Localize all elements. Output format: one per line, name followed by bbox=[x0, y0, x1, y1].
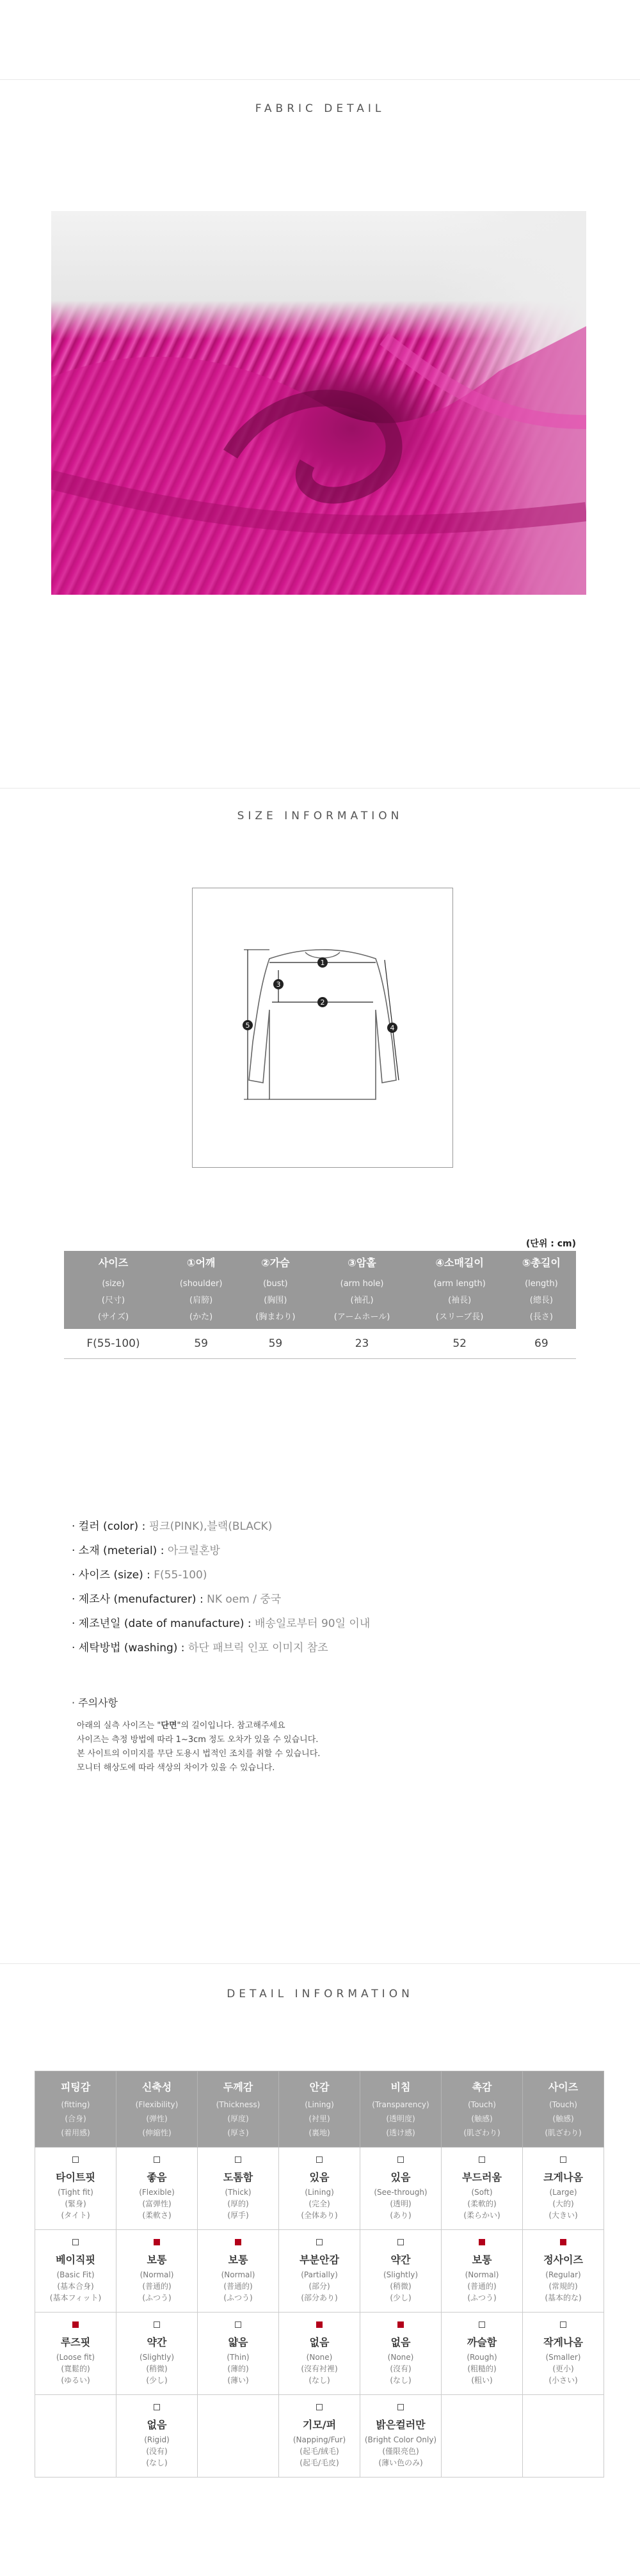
size-diagram bbox=[192, 888, 453, 1168]
checkbox-icon bbox=[397, 2156, 404, 2163]
detail-header: 사이즈 (Touch) (触感) (肌ざわり) bbox=[523, 2071, 604, 2148]
detail-cell: 있음 (Lining) (完全) (全体あり) bbox=[279, 2148, 360, 2230]
detail-header: 비침 (Transparency) (透明度) (透け感) bbox=[360, 2071, 442, 2148]
detail-cell bbox=[442, 2395, 523, 2478]
notice-line-2: 사이즈는 측정 방법에 따라 1~3cm 정도 오차가 있을 수 있습니다. bbox=[77, 1735, 319, 1745]
checkbox-icon bbox=[316, 2239, 323, 2245]
checkbox-icon bbox=[316, 2321, 323, 2328]
checkbox-icon bbox=[397, 2404, 404, 2410]
measure-cell: F(55-100) bbox=[64, 1329, 163, 1359]
checkbox-icon bbox=[316, 2156, 323, 2163]
detail-cell: 약간 (Slightly) (稍微) (少し) bbox=[360, 2230, 442, 2313]
detail-cell: 도톰함 (Thick) (厚的) (厚手) bbox=[198, 2148, 279, 2230]
checkbox-icon bbox=[397, 2321, 404, 2328]
detail-header: 안감 (Lining) (衬里) (裏地) bbox=[279, 2071, 360, 2148]
notice-line-3: 본 사이트의 이미지를 무단 도용시 법적인 조치를 취할 수 있습니다. bbox=[77, 1749, 321, 1759]
detail-cell: 좋음 (Flexible) (富弹性) (柔軟さ) bbox=[116, 2148, 198, 2230]
checkbox-icon bbox=[154, 2404, 160, 2410]
detail-cell: 없음 (Rigid) (没有) (なし) bbox=[116, 2395, 198, 2478]
svg-text:3: 3 bbox=[276, 980, 281, 989]
svg-text:5: 5 bbox=[245, 1021, 250, 1030]
top-divider bbox=[0, 79, 640, 80]
divider-size bbox=[0, 788, 640, 789]
measure-header: ③암홀 (arm hole) (袖孔) (アームホール) bbox=[312, 1251, 413, 1329]
svg-text:1: 1 bbox=[320, 959, 325, 967]
detail-cell: 부분안감 (Partially) (部分) (部分あり) bbox=[279, 2230, 360, 2313]
detail-header: 촉감 (Touch) (触感) (肌ざわり) bbox=[442, 2071, 523, 2148]
fabric-detail-title: FABRIC DETAIL bbox=[255, 102, 385, 115]
measure-cell: 59 bbox=[239, 1329, 311, 1359]
detail-header: 피팅감 (fitting) (合身) (着用感) bbox=[35, 2071, 116, 2148]
divider-detail bbox=[0, 1963, 640, 1964]
detail-cell: 없음 (None) (沒有) (なし) bbox=[360, 2313, 442, 2395]
spec-value: 아크릴혼방 bbox=[167, 1544, 220, 1557]
measure-cell: 69 bbox=[507, 1329, 576, 1359]
marker-3 bbox=[273, 979, 284, 989]
fabric-photo bbox=[51, 211, 586, 595]
spec-item bbox=[72, 1614, 370, 1630]
checkbox-icon bbox=[560, 2239, 566, 2245]
detail-cell: 보통 (Normal) (普通的) (ふつう) bbox=[116, 2230, 198, 2313]
detail-cell: 작게나옴 (Smaller) (更小) (小さい) bbox=[523, 2313, 604, 2395]
checkbox-icon bbox=[479, 2239, 485, 2245]
detail-header: 신축성 (Flexibility) (弹性) (伸縮性) bbox=[116, 2071, 198, 2148]
detail-cell: 보통 (Normal) (普通的) (ふつう) bbox=[198, 2230, 279, 2313]
spec-label: · 컬러 (color) : bbox=[72, 1520, 149, 1533]
checkbox-icon bbox=[479, 2321, 485, 2328]
size-information-title: SIZE INFORMATION bbox=[237, 810, 403, 822]
detail-cell: 있음 (See-through) (透明) (あり) bbox=[360, 2148, 442, 2230]
detail-cell: 밝은컬러만 (Bright Color Only) (僅限亮色) (薄い色のみ) bbox=[360, 2395, 442, 2478]
marker-4 bbox=[387, 1023, 397, 1033]
detail-cell: 크게나옴 (Large) (大的) (大きい) bbox=[523, 2148, 604, 2230]
detail-cell: 얇음 (Thin) (薄的) (薄い) bbox=[198, 2313, 279, 2395]
spec-label: · 세탁방법 (washing) : bbox=[72, 1642, 188, 1654]
measure-cell: 59 bbox=[163, 1329, 239, 1359]
detail-cell: 보통 (Normal) (普通的) (ふつう) bbox=[442, 2230, 523, 2313]
unit-label: (단위 : cm) bbox=[525, 1239, 576, 1249]
notice-line-4: 모니터 해상도에 따라 색상의 차이가 있을 수 있습니다. bbox=[77, 1763, 275, 1773]
marker-5 bbox=[243, 1020, 253, 1030]
checkbox-icon bbox=[235, 2156, 241, 2163]
detail-cell bbox=[523, 2395, 604, 2478]
spec-label: · 제조년일 (date of manufacture) : bbox=[72, 1617, 255, 1630]
detail-cell: 정사이즈 (Regular) (常規的) (基本的な) bbox=[523, 2230, 604, 2313]
detail-cell bbox=[35, 2395, 116, 2478]
checkbox-icon bbox=[235, 2239, 241, 2245]
notice-line-1: 아래의 실측 사이즈는 "단면"의 길이입니다. 참고해주세요 bbox=[77, 1721, 285, 1731]
spec-label: · 소재 (meterial) : bbox=[72, 1544, 168, 1557]
spec-value: 핑크(PINK),블랙(BLACK) bbox=[148, 1520, 273, 1533]
detail-header: 두께감 (Thickness) (厚度) (厚さ) bbox=[198, 2071, 279, 2148]
notice bbox=[72, 1696, 461, 1775]
detail-cell: 기모/퍼 (Napping/Fur) (起毛/絨毛) (起毛/毛皮) bbox=[279, 2395, 360, 2478]
measure-header: ①어깨 (shoulder) (肩膀) (かた) bbox=[163, 1251, 239, 1329]
measure-header: ⑤총길이 (length) (總長) (長さ) bbox=[507, 1251, 576, 1329]
detail-cell: 타이트핏 (Tight fit) (緊身) (タイト) bbox=[35, 2148, 116, 2230]
knit-folds bbox=[51, 211, 586, 595]
checkbox-icon bbox=[397, 2239, 404, 2245]
spec-item bbox=[72, 1517, 272, 1533]
detail-information-title: DETAIL INFORMATION bbox=[227, 1988, 413, 2000]
table-row bbox=[64, 1329, 576, 1359]
spec-item bbox=[72, 1590, 281, 1606]
marker-2 bbox=[317, 997, 328, 1007]
measure-cell: 23 bbox=[312, 1329, 413, 1359]
checkbox-icon bbox=[560, 2321, 566, 2328]
detail-cell: 약간 (Slightly) (稍微) (少し) bbox=[116, 2313, 198, 2395]
svg-text:2: 2 bbox=[320, 998, 325, 1007]
checkbox-icon bbox=[154, 2239, 160, 2245]
spec-item bbox=[72, 1566, 207, 1582]
spec-value: F(55-100) bbox=[154, 1569, 207, 1582]
checkbox-icon bbox=[72, 2321, 79, 2328]
checkbox-icon bbox=[72, 2156, 79, 2163]
marker-1 bbox=[317, 957, 328, 968]
checkbox-icon bbox=[235, 2321, 241, 2328]
detail-cell bbox=[198, 2395, 279, 2478]
spec-label: · 제조사 (menufacturer) : bbox=[72, 1593, 207, 1606]
checkbox-icon bbox=[479, 2156, 485, 2163]
measurement-table bbox=[64, 1251, 576, 1359]
detail-cell: 베이직핏 (Basic Fit) (基本合身) (基本フィット) bbox=[35, 2230, 116, 2313]
spec-item bbox=[72, 1638, 328, 1654]
spec-label: · 사이즈 (size) : bbox=[72, 1569, 154, 1582]
svg-text:4: 4 bbox=[390, 1024, 395, 1032]
measure-header: ②가슴 (bust) (胸围) (胸まわり) bbox=[239, 1251, 311, 1329]
checkbox-icon bbox=[560, 2156, 566, 2163]
detail-cell: 까슬함 (Rough) (粗糙的) (粗い) bbox=[442, 2313, 523, 2395]
spec-value: NK oem / 중국 bbox=[207, 1593, 282, 1606]
table-row bbox=[35, 2313, 604, 2395]
spec-item bbox=[72, 1541, 220, 1557]
checkbox-icon bbox=[316, 2404, 323, 2410]
detail-table bbox=[35, 2071, 604, 2478]
measure-cell: 52 bbox=[413, 1329, 507, 1359]
spec-value: 하단 패브릭 인포 이미지 참조 bbox=[188, 1642, 328, 1654]
notice-title: · 주의사항 bbox=[72, 1697, 118, 1709]
table-row bbox=[35, 2395, 604, 2478]
measure-header: ④소매길이 (arm length) (袖長) (スリーブ長) bbox=[413, 1251, 507, 1329]
detail-cell: 부드러움 (Soft) (柔軟的) (柔らかい) bbox=[442, 2148, 523, 2230]
detail-cell: 루즈핏 (Loose fit) (寬鬆的) (ゆるい) bbox=[35, 2313, 116, 2395]
checkbox-icon bbox=[72, 2239, 79, 2245]
detail-cell: 없음 (None) (沒有衬裡) (なし) bbox=[279, 2313, 360, 2395]
measure-header: 사이즈 (size) (尺寸) (サイズ) bbox=[64, 1251, 163, 1329]
spec-value: 배송일로부터 90일 이내 bbox=[255, 1617, 371, 1630]
checkbox-icon bbox=[154, 2156, 160, 2163]
table-row bbox=[35, 2230, 604, 2313]
checkbox-icon bbox=[154, 2321, 160, 2328]
table-row bbox=[35, 2148, 604, 2230]
